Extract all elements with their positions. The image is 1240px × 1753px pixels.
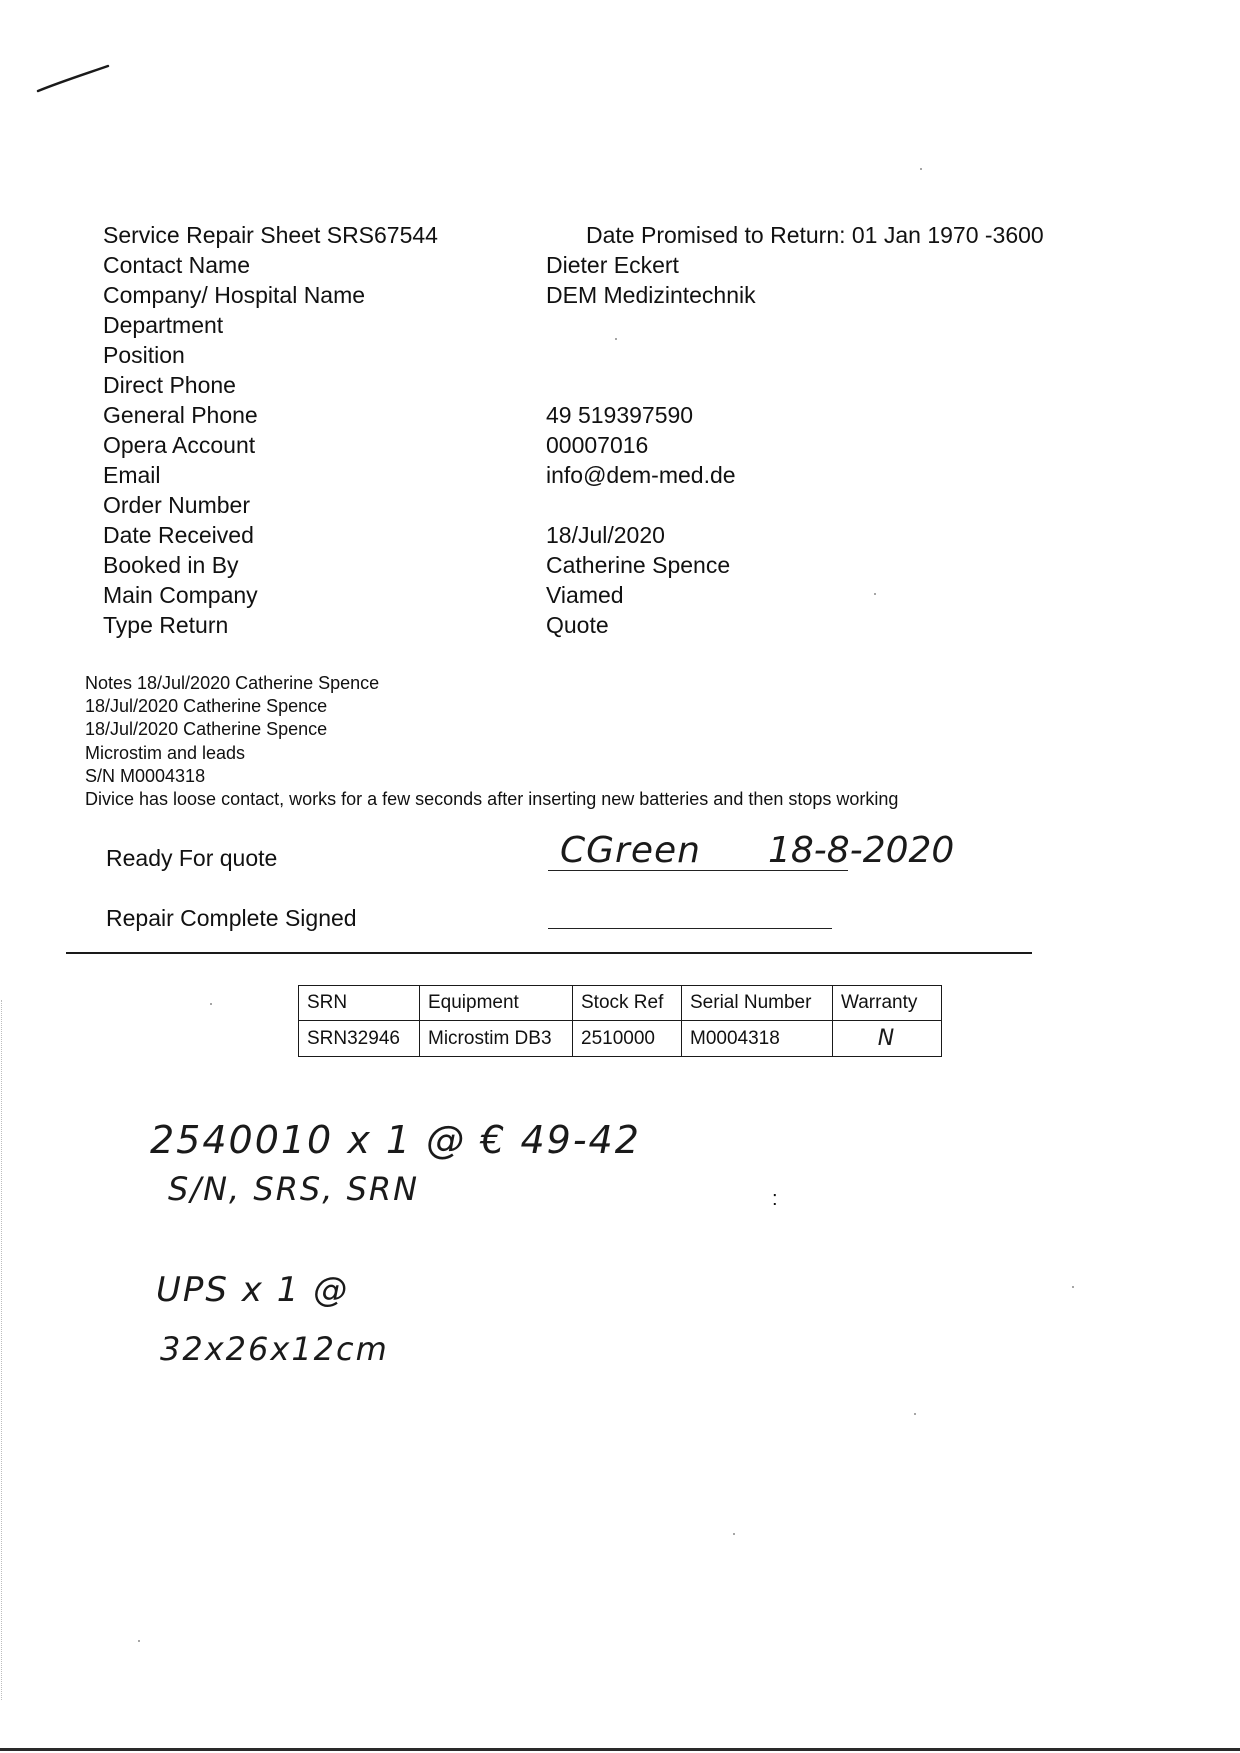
header-warranty: Warranty [833,986,942,1021]
scan-speck [138,1640,140,1642]
scan-speck [733,1533,735,1535]
header-srn: SRN [299,986,420,1021]
value-opera-account: 00007016 [546,432,649,458]
label-company: Company/ Hospital Name [103,282,366,308]
value-booked-in-by: Catherine Spence [546,552,731,578]
table-row [299,1021,942,1057]
cell-serial-number: M0004318 [682,1021,833,1057]
header-equipment: Equipment [420,986,573,1021]
notes-line: Microstim and leads [85,742,246,763]
notes-line: 18/Jul/2020 Catherine Spence [85,719,328,740]
cell-warranty: N [833,1021,942,1057]
cell-srn: SRN32946 [299,1021,420,1057]
stray-colon-mark: : [772,1188,778,1210]
label-main-company: Main Company [103,582,258,608]
ready-signature-date: 18-8-2020 [768,830,955,871]
label-opera-account: Opera Account [103,432,256,458]
cell-stock-ref: 2510000 [573,1021,682,1057]
label-general-phone: General Phone [103,402,258,428]
scan-speck [914,1413,916,1415]
label-direct-phone: Direct Phone [103,372,236,398]
notes-block [85,672,898,811]
handwritten-sn-srs-srn: S/N, SRS, SRN [168,1170,420,1208]
label-order-number: Order Number [103,492,250,518]
label-email: Email [103,462,161,488]
scan-edge-artifact [1,1000,3,1700]
table-header-row [299,986,942,1021]
value-main-company: Viamed [546,582,624,608]
ready-for-quote-label: Ready For quote [106,845,278,871]
equipment-table [298,985,942,1057]
scan-speck [1072,1286,1074,1288]
label-department: Department [103,312,224,338]
repair-complete-signature-line [548,928,832,929]
repair-complete-label: Repair Complete Signed [106,905,357,931]
label-contact-name: Contact Name [103,252,251,278]
scan-speck [210,1003,212,1005]
header-stock-ref: Stock Ref [573,986,682,1021]
pen-stroke-mark [0,0,130,110]
notes-line: S/N M0004318 [85,765,206,786]
handwritten-ups: UPS x 1 @ [156,1270,350,1310]
value-contact-name: Dieter Eckert [546,252,679,278]
ready-signature: CGreen [560,830,701,871]
label-position: Position [103,342,185,368]
scan-speck [874,593,876,595]
notes-line: Divice has loose contact, works for a few seconds after inserting new batteries and then stops working [85,789,899,810]
label-booked-in-by: Booked in By [103,552,239,578]
scan-speck [615,338,617,340]
value-company: DEM Medizintechnik [546,282,756,308]
handwritten-part-price: 2540010 x 1 @ € 49-42 [150,1118,641,1162]
header-serial-number: Serial Number [682,986,833,1021]
scan-speck [920,168,922,170]
value-date-received: 18/Jul/2020 [546,522,665,548]
label-type-return: Type Return [103,612,229,638]
sheet-title: Service Repair Sheet SRS67544 [103,222,438,248]
handwritten-dimensions: 32x26x12cm [160,1330,389,1368]
value-general-phone: 49 519397590 [546,402,694,428]
notes-line: Notes 18/Jul/2020 Catherine Spence [85,673,380,693]
notes-line: 18/Jul/2020 Catherine Spence [85,696,328,717]
value-type-return: Quote [546,612,609,638]
scan-bottom-edge [0,1748,1240,1751]
section-divider [66,952,1032,954]
ready-signature-line [548,870,848,871]
date-promised: Date Promised to Return: 01 Jan 1970 -3600 [586,222,1044,248]
label-date-received: Date Received [103,522,254,548]
cell-equipment: Microstim DB3 [420,1021,573,1057]
value-email: info@dem-med.de [546,462,736,488]
